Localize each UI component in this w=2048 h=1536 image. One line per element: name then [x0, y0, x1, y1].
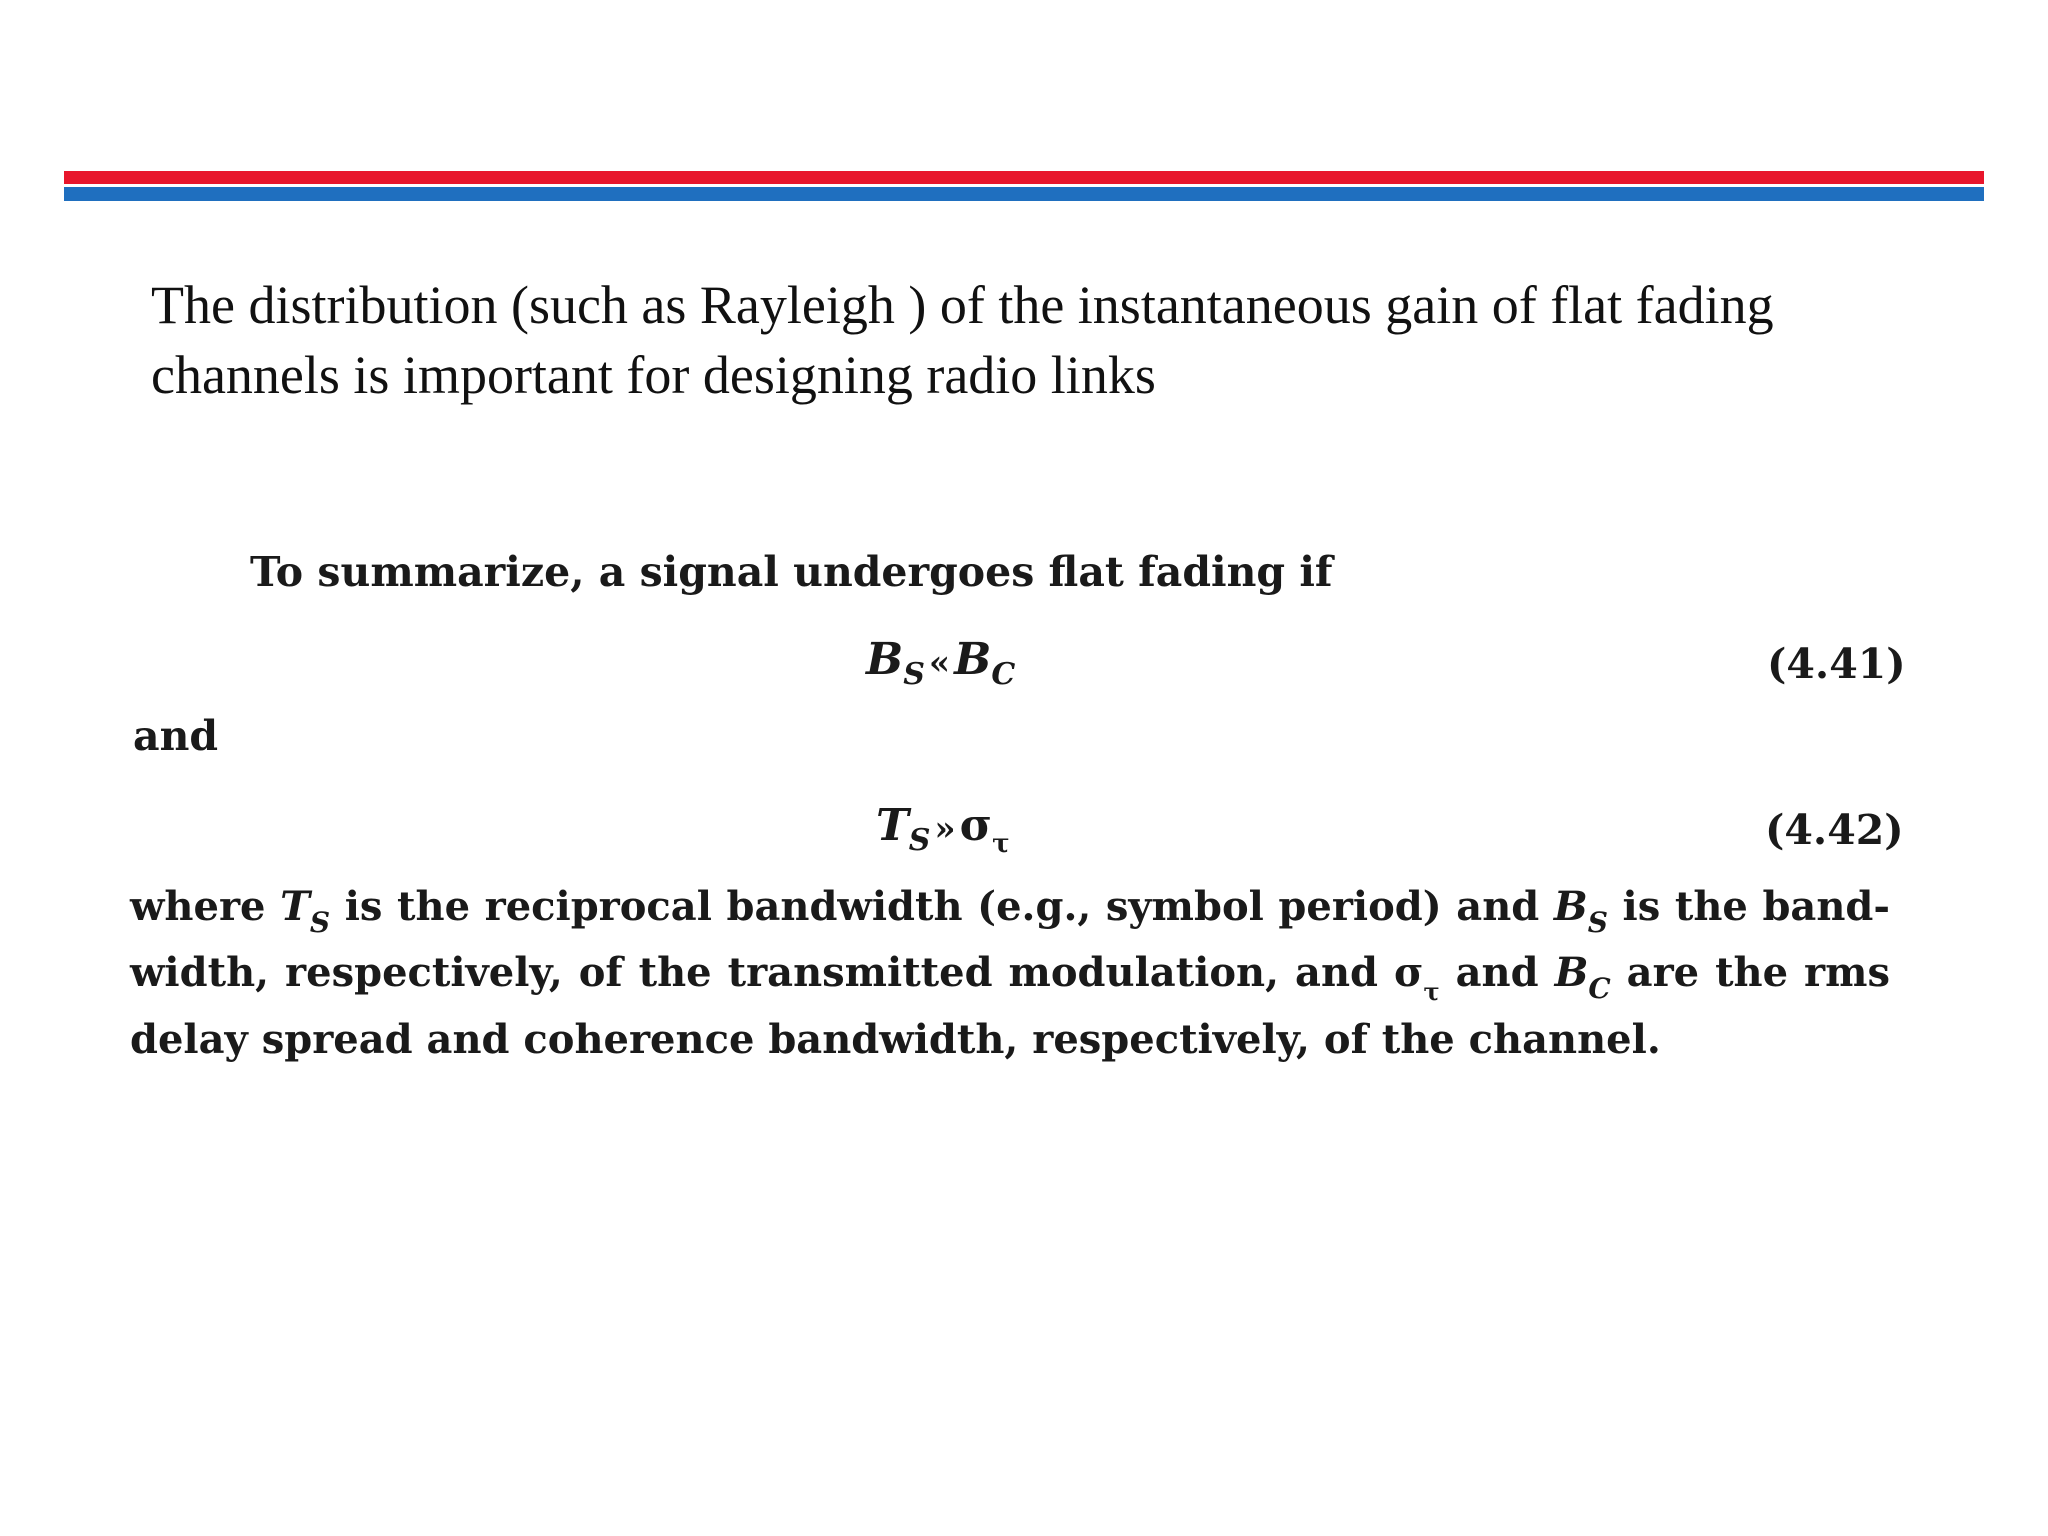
excerpt-lead: To summarize, a signal undergoes flat fading if: [250, 548, 1333, 596]
equation-number-4-41: (4.41): [1767, 640, 1906, 688]
eq2-lhs-sub: S: [908, 823, 931, 858]
eq1-rhs-sub: C: [991, 657, 1016, 692]
eq1-lhs-sub: S: [903, 657, 925, 692]
para-var-bc-sub: C: [1588, 972, 1611, 1005]
eq2-rhs: σ: [959, 800, 993, 851]
para-var-bs-sub: S: [1587, 906, 1608, 939]
eq1-lhs: B: [866, 634, 904, 685]
eq2-operator: »: [934, 809, 956, 849]
equation-4-42: [876, 800, 1010, 859]
definition-paragraph: [130, 876, 1890, 1071]
para-var-sigma-sub: τ: [1423, 977, 1440, 1006]
para-var-bc: B: [1554, 949, 1589, 996]
para-var-ts-sub: S: [309, 906, 331, 939]
para-var-ts: T: [280, 883, 310, 930]
eq1-rhs: B: [954, 634, 992, 685]
header-rule-blue: [64, 187, 1984, 201]
para-text-2: is the reciprocal bandwidth (e.g., symbol period) and: [330, 883, 1554, 930]
para-var-sigma: σ: [1393, 949, 1424, 996]
header-rule-red: [64, 171, 1984, 184]
equation-number-4-42: (4.42): [1765, 806, 1904, 854]
eq1-operator: «: [928, 643, 951, 683]
eq2-lhs: T: [876, 800, 909, 851]
eq2-rhs-sub: τ: [992, 829, 1010, 859]
equation-4-41: [866, 634, 1016, 692]
para-text-5: are the rms delay spread and coherence bandwidth, respectively, of the channel.: [130, 949, 1890, 1063]
para-text-4: and: [1439, 949, 1555, 996]
para-text-3: is the band-width, respectively, of the transmitted modulation, and: [130, 883, 1890, 996]
and-word: and: [133, 712, 219, 760]
para-text-1: where: [130, 883, 281, 930]
intro-text: The distribution (such as Rayleigh ) of the instantaneous gain of flat fading channels is important for designing radio links: [151, 275, 1774, 405]
para-var-bs: B: [1553, 883, 1588, 930]
